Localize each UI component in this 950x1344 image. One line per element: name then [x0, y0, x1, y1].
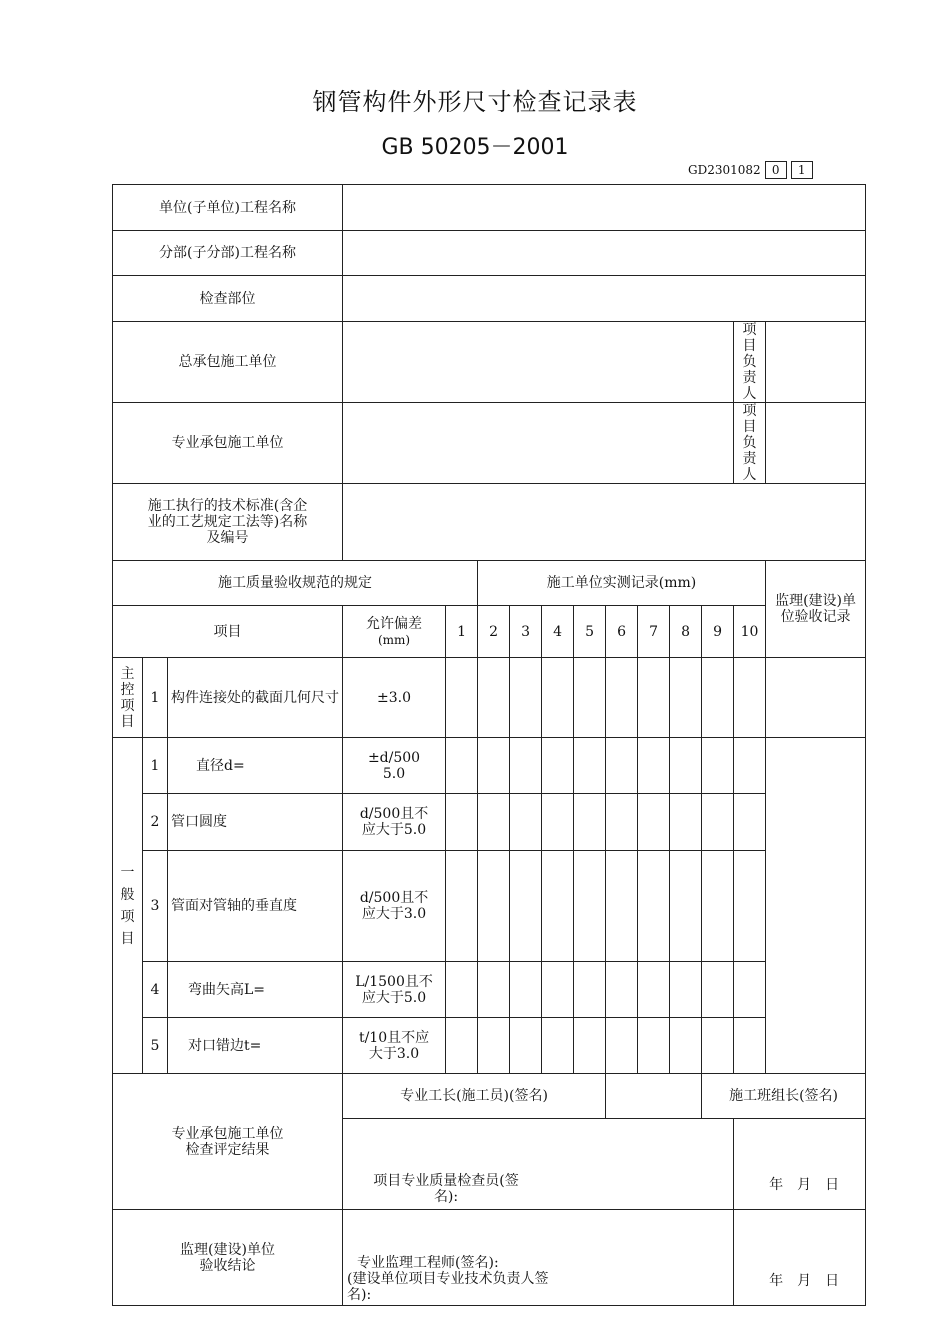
- item-name: 直径d=: [168, 738, 343, 794]
- measure-col-8: 8: [670, 606, 702, 658]
- form-code: [688, 160, 813, 179]
- measure-cell[interactable]: [574, 794, 606, 851]
- measure-cell[interactable]: [574, 962, 606, 1018]
- measure-col-1: 1: [446, 606, 478, 658]
- foreman-signature-label: 专业工长(施工员)(签名): [343, 1074, 606, 1119]
- tolerance-line-2: 应大于3.0: [361, 906, 427, 922]
- qc-inspector-line-2: 名):: [433, 1189, 459, 1205]
- measure-cell[interactable]: [670, 794, 702, 851]
- division-project-name-label: 分部(子分部)工程名称: [113, 231, 343, 276]
- measure-cell[interactable]: [734, 794, 766, 851]
- measure-cell[interactable]: [478, 794, 510, 851]
- tolerance-header-line-1: 允许偏差: [366, 615, 423, 632]
- item-tolerance: [343, 738, 446, 794]
- item-name: 构件连接处的截面几何尺寸: [168, 658, 343, 738]
- measure-col-4: 4: [542, 606, 574, 658]
- measure-cell[interactable]: [606, 1018, 638, 1074]
- measure-cell[interactable]: [542, 1018, 574, 1074]
- tolerance-line-1: ±3.0: [377, 689, 412, 706]
- tolerance-line-1: t/10且不应: [358, 1029, 430, 1046]
- measure-col-3: 3: [510, 606, 542, 658]
- measure-cell[interactable]: [606, 794, 638, 851]
- measure-cell[interactable]: [510, 851, 542, 962]
- contractor-result-label: [113, 1074, 343, 1210]
- tolerance-line-1: d/500且不: [359, 806, 429, 822]
- date-2[interactable]: 年 月 日: [734, 1210, 866, 1306]
- measure-cell[interactable]: [574, 738, 606, 794]
- standard-code: GB 50205－2001: [381, 135, 569, 160]
- unit-project-name-field[interactable]: [343, 185, 866, 231]
- project-manager-field-2[interactable]: [766, 403, 866, 484]
- measure-cell[interactable]: [702, 962, 734, 1018]
- inspection-part-label: 检查部位: [113, 276, 343, 322]
- measure-cell[interactable]: [446, 658, 478, 738]
- measure-cell[interactable]: [542, 962, 574, 1018]
- item-name: 弯曲矢高L=: [168, 962, 343, 1018]
- team-leader-signature-label: 施工班组长(签名): [702, 1074, 866, 1119]
- tech-standard-line-2: 业的工艺规定工法等)名称: [147, 514, 308, 530]
- measure-cell[interactable]: [542, 794, 574, 851]
- measure-cell[interactable]: [670, 738, 702, 794]
- spec-header: 施工质量验收规范的规定: [113, 561, 478, 606]
- supervisor-record-cell[interactable]: [766, 658, 866, 738]
- item-tolerance: [343, 1018, 446, 1074]
- measure-cell[interactable]: [606, 738, 638, 794]
- form-code-prefix: GD2301082: [688, 162, 761, 177]
- item-name: 对口错边t=: [168, 1018, 343, 1074]
- inspection-form-table: [112, 184, 866, 1306]
- measure-col-5: 5: [574, 606, 606, 658]
- measure-cell[interactable]: [510, 658, 542, 738]
- measure-cell[interactable]: [478, 851, 510, 962]
- measure-cell[interactable]: [574, 851, 606, 962]
- measure-cell[interactable]: [446, 738, 478, 794]
- measure-cell[interactable]: [702, 738, 734, 794]
- main-control-char: 项: [120, 697, 135, 714]
- measure-cell[interactable]: [446, 962, 478, 1018]
- tolerance-header-line-2: (mm): [377, 632, 411, 647]
- item-no: 2: [143, 794, 168, 851]
- general-char: 项: [120, 908, 135, 925]
- measure-cell[interactable]: [478, 658, 510, 738]
- measure-col-9: 9: [702, 606, 734, 658]
- form-title: 钢管构件外形尺寸检查记录表: [312, 88, 638, 116]
- supervisor-record-header: 监理(建设)单位验收记录: [766, 561, 866, 658]
- measure-cell[interactable]: [478, 962, 510, 1018]
- tolerance-line-2: 5.0: [382, 765, 406, 782]
- measure-cell[interactable]: [734, 658, 766, 738]
- measure-cell[interactable]: [734, 851, 766, 962]
- item-no: 5: [143, 1018, 168, 1074]
- owner-tech-line-1: (建设单位项目专业技术负责人签: [347, 1271, 549, 1287]
- measure-cell[interactable]: [638, 794, 670, 851]
- item-tolerance: [343, 658, 446, 738]
- measure-cell[interactable]: [510, 1018, 542, 1074]
- item-name: 管口圆度: [168, 794, 343, 851]
- measure-cell[interactable]: [734, 962, 766, 1018]
- measure-cell[interactable]: [638, 962, 670, 1018]
- measure-col-2: 2: [478, 606, 510, 658]
- main-control-label: [113, 658, 143, 738]
- tech-standard-field[interactable]: [343, 484, 866, 561]
- measure-cell[interactable]: [606, 851, 638, 962]
- project-manager-label-1: 项目负责人: [734, 322, 766, 403]
- measure-cell[interactable]: [446, 794, 478, 851]
- specialty-contractor-field[interactable]: [343, 403, 734, 484]
- general-char: 般: [120, 886, 135, 903]
- measure-cell[interactable]: [446, 851, 478, 962]
- date-1[interactable]: 年 月 日: [734, 1119, 866, 1210]
- measure-cell[interactable]: [542, 658, 574, 738]
- item-tolerance: [343, 962, 446, 1018]
- measure-cell[interactable]: [734, 1018, 766, 1074]
- measure-cell[interactable]: [574, 658, 606, 738]
- contractor-result-line-1: 专业承包施工单位: [171, 1125, 284, 1142]
- measure-cell[interactable]: [478, 1018, 510, 1074]
- general-contractor-field[interactable]: [343, 322, 734, 403]
- owner-tech-line-2: 名):: [347, 1287, 372, 1303]
- measure-cell[interactable]: [734, 738, 766, 794]
- tech-standard-line-3: 及编号: [206, 530, 249, 546]
- main-control-char: 目: [120, 713, 135, 730]
- measure-cell[interactable]: [702, 1018, 734, 1074]
- general-label: [113, 738, 143, 1074]
- measure-cell[interactable]: [638, 1018, 670, 1074]
- measure-cell[interactable]: [702, 658, 734, 738]
- tolerance-line-1: L/1500且不: [355, 973, 433, 990]
- tolerance-line-2: 大于3.0: [368, 1045, 420, 1062]
- general-char: 一: [120, 864, 135, 881]
- form-code-box-1[interactable]: 0: [765, 161, 787, 179]
- item-tolerance: [343, 851, 446, 962]
- measure-cell[interactable]: [670, 851, 702, 962]
- tolerance-line-2: 应大于5.0: [361, 822, 427, 838]
- general-char: 目: [120, 930, 135, 947]
- tolerance-line-2: 应大于5.0: [361, 989, 427, 1006]
- division-project-name-field[interactable]: [343, 231, 866, 276]
- measure-cell[interactable]: [510, 962, 542, 1018]
- item-tolerance: [343, 794, 446, 851]
- item-no: 3: [143, 851, 168, 962]
- qc-inspector-signature[interactable]: [343, 1119, 734, 1210]
- supervisor-conclusion-line-2: 验收结论: [199, 1257, 256, 1274]
- measure-cell[interactable]: [670, 1018, 702, 1074]
- record-header: 施工单位实测记录(mm): [478, 561, 766, 606]
- tolerance-line-1: d/500且不: [359, 890, 429, 906]
- foreman-signature-field[interactable]: [606, 1074, 702, 1119]
- engineer-signature-line: 专业监理工程师(签名):: [357, 1255, 499, 1271]
- tolerance-header: [343, 606, 446, 658]
- measure-cell[interactable]: [510, 738, 542, 794]
- measure-cell[interactable]: [670, 658, 702, 738]
- item-no: 1: [143, 658, 168, 738]
- general-contractor-label: 总承包施工单位: [113, 322, 343, 403]
- measure-cell[interactable]: [510, 794, 542, 851]
- item-no: 4: [143, 962, 168, 1018]
- measure-cell[interactable]: [702, 794, 734, 851]
- supervisor-conclusion-line-1: 监理(建设)单位: [180, 1241, 275, 1258]
- measure-cell[interactable]: [638, 658, 670, 738]
- contractor-result-line-2: 检查评定结果: [185, 1141, 270, 1158]
- tolerance-line-1: ±d/500: [367, 749, 421, 766]
- unit-project-name-label: 单位(子单位)工程名称: [113, 185, 343, 231]
- measure-cell[interactable]: [702, 851, 734, 962]
- measure-cell[interactable]: [478, 738, 510, 794]
- inspection-part-field[interactable]: [343, 276, 866, 322]
- measure-cell[interactable]: [606, 658, 638, 738]
- measure-cell[interactable]: [638, 738, 670, 794]
- supervisor-engineer-signature[interactable]: [343, 1210, 734, 1306]
- measure-col-6: 6: [606, 606, 638, 658]
- measure-cell[interactable]: [670, 962, 702, 1018]
- supervisor-conclusion-label: [113, 1210, 343, 1306]
- measure-cell[interactable]: [638, 851, 670, 962]
- measure-cell[interactable]: [574, 1018, 606, 1074]
- qc-inspector-line-1: 项目专业质量检查员(签: [373, 1173, 519, 1189]
- measure-cell[interactable]: [542, 851, 574, 962]
- item-no: 1: [143, 738, 168, 794]
- project-manager-label-2: 项目负责人: [734, 403, 766, 484]
- form-code-box-2[interactable]: 1: [791, 161, 813, 179]
- measure-col-10: 10: [734, 606, 766, 658]
- measure-cell[interactable]: [542, 738, 574, 794]
- project-manager-field-1[interactable]: [766, 322, 866, 403]
- tech-standard-label: [113, 484, 343, 561]
- measure-col-7: 7: [638, 606, 670, 658]
- supervisor-record-cell[interactable]: [766, 738, 866, 1074]
- tech-standard-line-1: 施工执行的技术标准(含企: [147, 498, 308, 514]
- main-control-char: 主: [120, 665, 135, 682]
- item-header: 项目: [113, 606, 343, 658]
- measure-cell[interactable]: [606, 962, 638, 1018]
- specialty-contractor-label: 专业承包施工单位: [113, 403, 343, 484]
- main-control-char: 控: [120, 681, 135, 698]
- item-name: 管面对管轴的垂直度: [168, 851, 343, 962]
- measure-cell[interactable]: [446, 1018, 478, 1074]
